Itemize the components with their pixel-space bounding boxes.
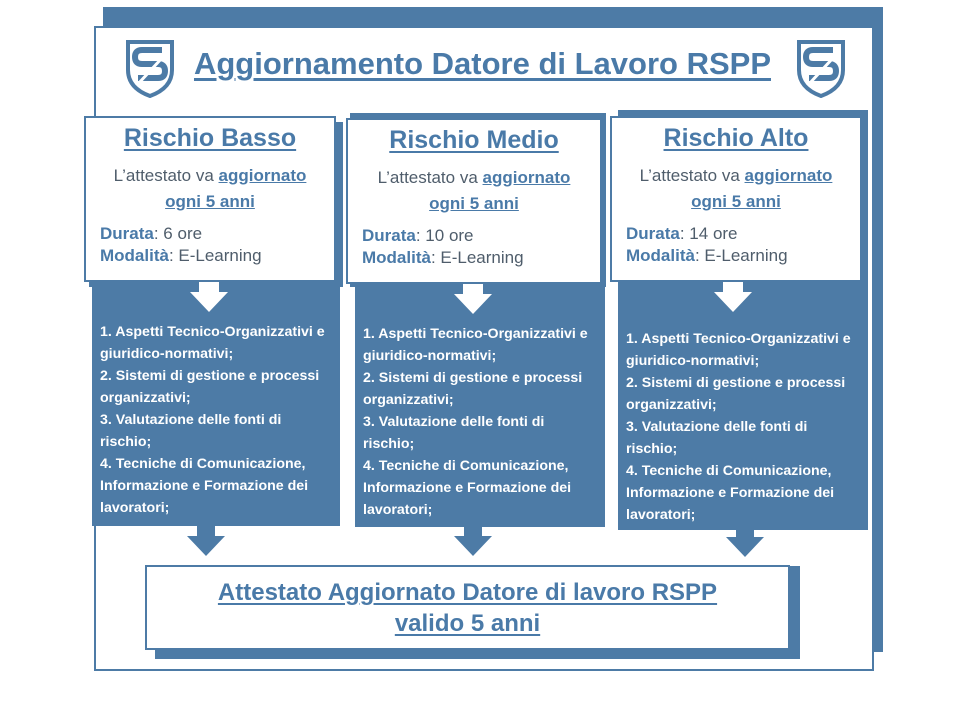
arrow-down-icon <box>190 282 228 312</box>
topic-item: 2. Sistemi di gestione e processi organizzativi; <box>626 375 846 413</box>
topic-item: 1. Aspetti Tecnico-Organizzativi e giuridico-normativi; <box>363 326 588 364</box>
card-intro: L’attestato va aggiornato ogni 5 anni <box>377 168 571 213</box>
arrow-down-icon <box>726 527 764 557</box>
topic-item: 1. Aspetti Tecnico-Organizzativi e giuridico-normativi; <box>626 331 851 369</box>
card-rischio-basso <box>84 116 336 282</box>
arrow-down-icon <box>714 282 752 312</box>
card-intro: L’attestato va aggiornato ogni 5 anni <box>113 166 307 211</box>
topic-item: 3. Valutazione delle fonti di rischio; <box>626 419 808 457</box>
card-info: Durata: 6 ore Modalità: E-Learning <box>100 224 262 265</box>
topics-panel-alto <box>618 283 868 530</box>
topics-panel-medio <box>355 283 605 527</box>
arrow-down-icon <box>454 284 492 314</box>
result-text: Attestato Aggiornato Datore di lavoro RSPP valido 5 anni <box>217 579 718 637</box>
shield-s-icon-right <box>795 38 847 98</box>
card-rischio-medio <box>346 118 602 284</box>
topic-item: 4. Tecniche di Comunicazione, Informazione e Formazione dei lavoratori; <box>363 458 572 518</box>
result-box <box>145 565 790 650</box>
card-info: Durata: 10 ore Modalità: E-Learning <box>362 226 524 267</box>
shield-s-icon-left <box>124 38 176 98</box>
topic-item: 1. Aspetti Tecnico-Organizzativi e giuridico-normativi; <box>100 324 325 362</box>
topic-item: 4. Tecniche di Comunicazione, Informazione e Formazione dei lavoratori; <box>626 463 835 523</box>
card-title: Rischio Medio <box>389 126 559 154</box>
topic-item: 3. Valutazione delle fonti di rischio; <box>363 414 545 452</box>
card-info: Durata: 14 ore Modalità: E-Learning <box>626 224 788 265</box>
card-title: Rischio Alto <box>663 124 809 152</box>
topic-item: 4. Tecniche di Comunicazione, Informazione e Formazione dei lavoratori; <box>100 456 309 516</box>
topic-item: 3. Valutazione delle fonti di rischio; <box>100 412 282 450</box>
page-title: Aggiornamento Datore di Lavoro RSPP <box>193 46 771 81</box>
topics-panel-basso <box>92 283 340 526</box>
card-title: Rischio Basso <box>123 124 297 152</box>
arrow-down-icon <box>454 526 492 556</box>
topic-item: 2. Sistemi di gestione e processi organizzativi; <box>100 368 320 406</box>
card-rischio-alto <box>610 116 862 282</box>
card-intro: L’attestato va aggiornato ogni 5 anni <box>639 166 833 211</box>
arrow-down-icon <box>187 526 225 556</box>
topic-item: 2. Sistemi di gestione e processi organizzativi; <box>363 370 583 408</box>
